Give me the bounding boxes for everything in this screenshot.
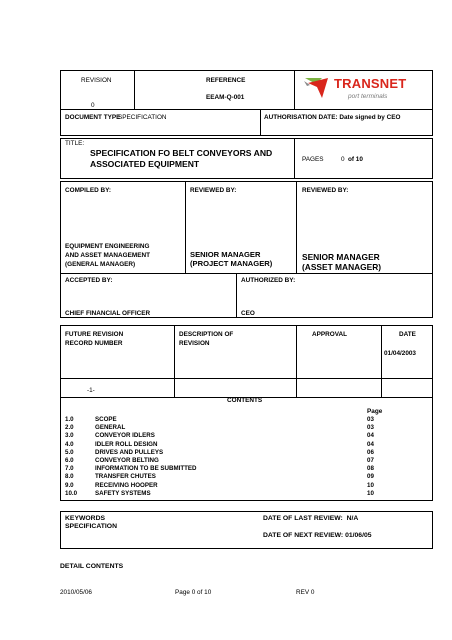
pages-current: 0 <box>341 156 345 163</box>
compiled-role-line3: (GENERAL MANAGER) <box>65 261 136 268</box>
contents-item-title: RECEIVING HOOPER <box>95 481 158 489</box>
rev-col-approval: APPROVAL <box>312 331 348 338</box>
footer-page: Page 0 of 10 <box>175 589 212 596</box>
transnet-logo <box>300 74 430 104</box>
contents-item-page: 04 <box>367 440 374 448</box>
reviewer1-role-line2: (PROJECT MANAGER) <box>190 259 273 268</box>
rev-col-desc-line1: DESCRIPTION OF <box>179 331 234 338</box>
contents-item-page: 08 <box>367 465 374 473</box>
contents-item-page: 06 <box>367 448 374 456</box>
reference-value: EEAM-Q-001 <box>206 94 245 101</box>
reference-label: REFERENCE <box>206 77 246 84</box>
contents-item-number: 3.0 <box>65 432 74 440</box>
rev-col-desc-line2: REVISION <box>179 340 210 347</box>
contents-item-number: 2.0 <box>65 424 74 432</box>
contents-item-number: 8.0 <box>65 473 74 481</box>
contents-item-title: CONVEYOR IDLERS <box>95 432 155 440</box>
authorisation-value <box>264 114 424 122</box>
contents-page-heading: Page <box>367 408 383 415</box>
contents-item-title: GENERAL <box>95 424 126 432</box>
logo-name: TRANSNET <box>334 76 407 91</box>
contents-item <box>60 490 433 498</box>
pages-total: of 10 <box>348 156 363 163</box>
contents-item <box>60 449 433 457</box>
compiled-role-line1: EQUIPMENT ENGINEERING <box>65 243 150 250</box>
contents-item-page: 09 <box>367 473 374 481</box>
contents-item <box>60 465 433 473</box>
contents-item-title: SAFETY SYSTEMS <box>95 489 151 497</box>
reviewer2-role-line2: (ASSET MANAGER) <box>302 262 382 272</box>
contents-item-title: TRANSFER CHUTES <box>95 473 156 481</box>
rev-date-value: 01/04/2003 <box>384 350 416 357</box>
reviewed-by-label-2: REVIEWED BY: <box>302 187 349 194</box>
contents-item <box>60 441 433 449</box>
rev-col-date: DATE <box>399 331 416 338</box>
contents-item-number: 7.0 <box>65 465 74 473</box>
contents-item-page: 03 <box>367 416 374 423</box>
contents-item <box>60 432 433 440</box>
doc-title-line1: SPECIFICATION FO BELT CONVEYORS AND <box>90 148 273 158</box>
contents-item-title: CONVEYOR BELTING <box>95 457 159 464</box>
reviewer2-role-line1: SENIOR MANAGER <box>302 252 380 262</box>
keywords-label: KEYWORDS <box>65 515 106 522</box>
logo-subtitle: port terminals <box>348 93 388 100</box>
authorisation-label: AUTHORISATION DATE: <box>264 114 338 121</box>
doc-title-line2: ASSOCIATED EQUIPMENT <box>90 159 200 169</box>
contents-item-page: 10 <box>367 489 374 497</box>
authorized-by-label: AUTHORIZED BY: <box>241 277 296 284</box>
accepted-by-label: ACCEPTED BY: <box>65 277 113 284</box>
contents-item-page: 04 <box>367 432 374 440</box>
contents-item-number: 6.0 <box>65 457 74 464</box>
rev-col-record-line1: FUTURE REVISION <box>65 331 124 338</box>
contents-item <box>60 473 433 481</box>
doc-type-label: DOCUMENT TYPE <box>65 114 121 121</box>
keywords-value: SPECIFICATION <box>65 523 117 530</box>
contents-item-number: 1.0 <box>65 416 74 423</box>
contents-item <box>60 424 433 432</box>
contents-item-title: INFORMATION TO BE SUBMITTED <box>95 465 197 473</box>
footer-date: 2010/05/06 <box>60 589 92 596</box>
pages-label: PAGES <box>302 156 324 163</box>
contents-item-number: 5.0 <box>65 448 74 456</box>
page-marker: -1- <box>87 387 95 394</box>
contents-item <box>60 482 433 490</box>
authorized-role: CEO <box>241 310 255 317</box>
contents-item-number: 4.0 <box>65 440 74 448</box>
title-label: TITLE: <box>65 140 85 147</box>
contents-item-page: 10 <box>367 481 374 489</box>
contents-item-title: SCOPE <box>95 416 117 423</box>
contents-item <box>60 457 433 465</box>
revision-value: 0 <box>91 102 95 109</box>
contents-item-number: 9.0 <box>65 481 74 489</box>
reviewer1-role-line1: SENIOR MANAGER <box>190 250 261 259</box>
rev-col-record-line2: RECORD NUMBER <box>65 340 123 347</box>
compiled-by-label: COMPILED BY: <box>65 187 112 194</box>
contents-item <box>60 416 433 424</box>
revision-label: REVISION <box>81 77 112 84</box>
contents-item-number: 10.0 <box>65 489 78 497</box>
contents-list <box>60 416 433 500</box>
accepted-role: CHIEF FINANCIAL OFFICER <box>65 310 151 317</box>
contents-item-page: 07 <box>367 457 374 464</box>
contents-item-title: IDLER ROLL DESIGN <box>95 440 158 448</box>
detail-contents-heading: DETAIL CONTENTS <box>60 563 124 570</box>
next-review-date: DATE OF NEXT REVIEW: 01/06/05 <box>263 532 372 539</box>
doc-type-value: SPECIFICATION <box>118 114 167 121</box>
footer-rev: REV 0 <box>296 589 315 596</box>
authorisation-date: Date signed by CEO <box>339 114 401 121</box>
contents-item-title: DRIVES AND PULLEYS <box>95 448 164 456</box>
compiled-role-line2: AND ASSET MANAGEMENT <box>65 252 150 259</box>
contents-item-page: 03 <box>367 424 374 432</box>
last-review-date: DATE OF LAST REVIEW: N/A <box>263 515 359 522</box>
reviewed-by-label-1: REVIEWED BY: <box>190 187 237 194</box>
contents-heading: CONTENTS <box>227 397 263 404</box>
